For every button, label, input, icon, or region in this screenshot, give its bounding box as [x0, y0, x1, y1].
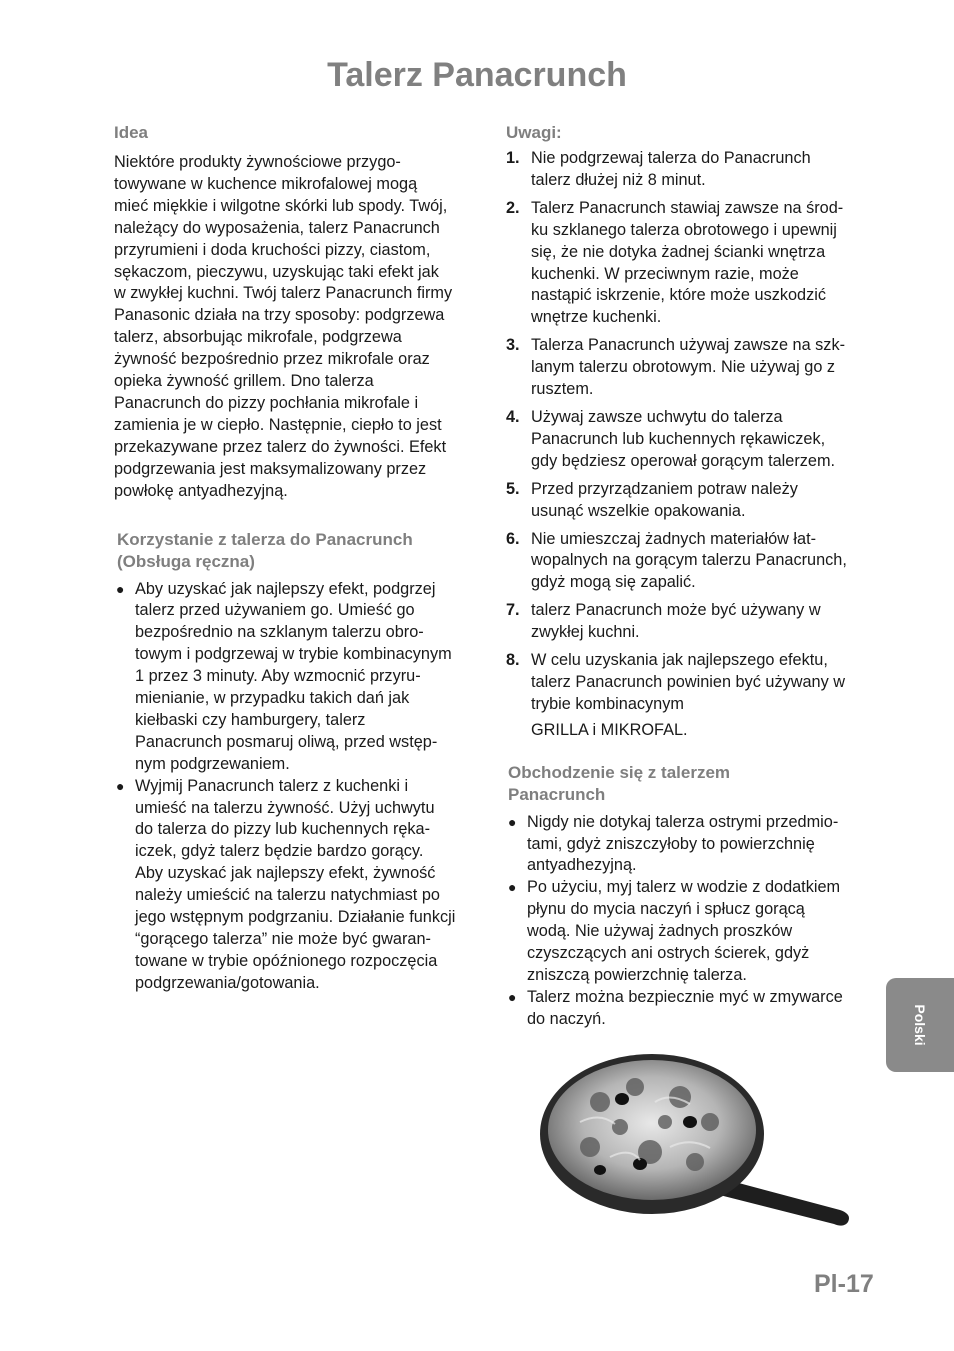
usage-bullets	[114, 579, 484, 995]
note-item: 6. Nie umieszczaj żadnych materiałów łat- wopalnych na gorącym talerzu Panacrunch, gdyż mogą się zapalić.	[506, 529, 847, 592]
idea-heading: Idea	[114, 123, 149, 142]
language-tab	[886, 978, 954, 1072]
list-item: ● Talerz można bezpiecznie myć w zmywarce do naczyń.	[508, 987, 843, 1028]
right-column	[506, 122, 876, 1031]
usage-heading: Korzystanie z talerza do Panacrunch (Obsługa ręczna)	[117, 529, 413, 571]
list-item: ● Po użyciu, myj talerz w wodzie z dodatkiem płynu do mycia naczyń i spłucz gorącą wodą. Nie używaj żadnych proszków czyszczących ani ostrych ścierek, gdyż zniszczą powierzchnię talerza.	[508, 878, 841, 984]
page-number: Pl-17	[814, 1270, 874, 1298]
left-column	[114, 122, 484, 995]
note-item: 8. W celu uzyskania jak najlepszego efektu, talerz Panacrunch powinien być używany w trybie kombinacynym	[506, 651, 846, 713]
care-bullets	[506, 812, 876, 1031]
note-item: 2. Talerz Panacrunch stawiaj zawsze na środ- ku szklanego talerza obrotowego i upewnij się, że nie dotyka żadnej ścianki wnętrza kuchenki. W przeciwnym razie, może nastąpić iskrzenie, które może uszkodzić wnętrze kuchenki.	[506, 198, 844, 327]
bullet-icon: ●	[508, 813, 517, 830]
bullet-icon: ●	[508, 879, 517, 896]
page-title: Talerz Panacrunch	[327, 56, 627, 94]
idea-text: Niektóre produkty żywnościowe przygo- towywane w kuchence mikrofalowej mogą mieć miękkie i wilgotne skórki lub spody. Twój, należący do wyposażenia, talerz Panacrunch przyrumieni i doda kruchości pizzy, ciastom, sękaczom, pieczywu, uzyskując taki efekt jak w zwykłej kuchni. Twój talerz Panacrunch firmy Panasonic działa na trzy sposoby: podgrzewa talerz, absorbując mikrofale, podgrzewa żywność bezpośrednio przez mikrofale oraz opieka żywność grillem. Dno talerza Panacrunch do pizzy pochłania mikrofale i zamienia je w ciepło. Następnie, ciepło to jest przekazywane przez talerz do żywności. Efekt podgrzewania jest maksymalizowany przez powłokę antyadhezyjną.	[114, 153, 453, 500]
note-item: 4. Używaj zawsze uchwytu do talerza Panacrunch lub kuchennych rękawiczek, gdy będziesz operował gorącym talerzem.	[506, 407, 836, 470]
list-item: ● Nigdy nie dotykaj talerza ostrymi przedmio- tami, gdyż zniszczyłoby to powierzchnię antyadhezyjną.	[508, 812, 839, 875]
notes-heading: Uwagi:	[506, 123, 562, 142]
note-item: 7. talerz Panacrunch może być używany w zwykłej kuchni.	[506, 601, 821, 642]
bullet-icon: ●	[116, 580, 125, 597]
pizza-pan-illustration	[540, 1052, 860, 1232]
care-heading: Obchodzenie się z talerzem Panacrunch	[508, 762, 731, 804]
notes-list	[506, 148, 876, 716]
note-item: 1. Nie podgrzewaj talerza do Panacrunch talerz dłużej niż 8 minut.	[506, 149, 811, 189]
list-item: ● Wyjmij Panacrunch talerz z kuchenki i umieść na talerzu żywność. Użyj uchwytu do talerza do pizzy lub kuchennych ręka- iczek, gdyż talerz będzie bardzo gorący. Aby uzyskać jak najlepszy efekt, żywność należy umieścić na talerzu natychmiast po jego wstępnym podgrzaniu. Działanie funkcji “gorącego talerza” nie może być gwaran- towane w trybie opóźnionego rozpoczęcia podgrzewania/gotowania.	[116, 776, 456, 992]
note-item: 5. Przed przyrządzaniem potraw należy usunąć wszelkie opakowania.	[506, 479, 798, 520]
note-item: 3. Talerza Panacrunch używaj zawsze na szk- lanym talerzu obrotowym. Nie używaj go z rusztem.	[506, 336, 846, 399]
bullet-icon: ●	[116, 777, 125, 794]
note-extra: GRILLA i MIKROFAL.	[531, 720, 688, 739]
list-item: ● Aby uzyskać jak najlepszy efekt, podgrzej talerz przed używaniem go. Umieść go bezpośrednio na szklanym talerzu obro- towym i podgrzewaj w trybie kombinacynym 1 przez 3 minuty. Aby wzmocnić przyru- mienianie, w przypadku takich dań jak kiełbaski czy hamburgery, talerz Panacrunch posmaruj oliwą, przed wstęp- nym podgrzewaniem.	[116, 579, 452, 773]
language-tab-label: Polski	[912, 1004, 928, 1046]
bullet-icon: ●	[508, 988, 517, 1005]
